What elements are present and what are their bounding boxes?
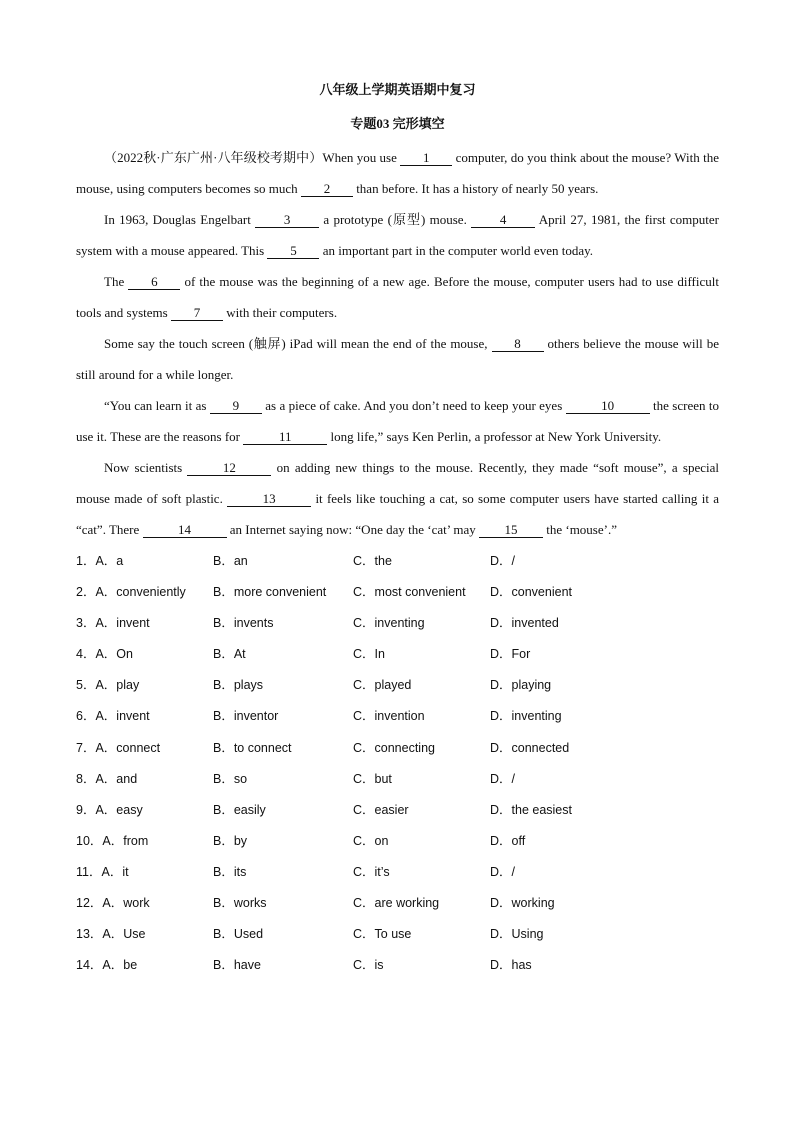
- option-b: B．more convenient: [213, 585, 327, 600]
- question-12-options: [76, 888, 719, 919]
- passage-text: April 27, 1981, the first computer system with a mouse appeared. This: [76, 212, 719, 258]
- option-c: C．but: [353, 771, 392, 786]
- option-a: 8．A．and: [76, 771, 138, 786]
- passage-text: the ‘mouse’.”: [542, 522, 617, 537]
- passage-text: computer, do you think about the mouse? With the mouse, using computers becomes so much: [76, 150, 719, 196]
- option-c: C．on: [353, 833, 389, 848]
- question-6-options: [76, 701, 719, 732]
- blank-4: 4: [471, 213, 535, 228]
- blank-9: 9: [210, 399, 262, 414]
- paragraph-2: [76, 204, 719, 266]
- question-14-options: [76, 950, 719, 981]
- option-a: 2．A．conveniently: [76, 585, 186, 600]
- option-b: B．easily: [213, 802, 266, 817]
- passage-text: long life,” says Ken Perlin, a professor at New York University.: [327, 429, 662, 444]
- option-a: 13．A．Use: [76, 927, 146, 942]
- question-2-options: [76, 577, 719, 608]
- blank-5: 5: [267, 244, 319, 259]
- option-d: D．playing: [490, 678, 552, 693]
- option-b: B．inventor: [213, 709, 279, 724]
- question-7-options: [76, 733, 719, 764]
- paragraph-3: [76, 266, 719, 328]
- paragraph-1: [76, 142, 719, 204]
- passage-text: the screen to use it. These are the reasons for: [76, 398, 719, 444]
- blank-3: 3: [255, 213, 319, 228]
- option-b: B．so: [213, 771, 248, 786]
- passage-text: Now scientists: [104, 460, 188, 475]
- option-d: D．For: [490, 647, 531, 662]
- option-a: 6．A．invent: [76, 709, 150, 724]
- option-b: B．by: [213, 833, 248, 848]
- passage-text: it feels like touching a cat, so some computer users have started calling it a “cat”. There: [76, 491, 720, 537]
- option-d: D．working: [490, 896, 555, 911]
- blank-10: 10: [566, 399, 650, 414]
- passage-text: than before. It has a history of nearly 50 years.: [352, 181, 599, 196]
- option-b: B．an: [213, 554, 248, 568]
- option-d: D．/: [490, 864, 516, 879]
- question-10-options: [76, 826, 719, 857]
- option-c: C．To use: [353, 927, 412, 942]
- option-a: 11．A．it: [76, 864, 129, 879]
- option-d: D．convenient: [490, 585, 572, 600]
- option-d: D．Using: [490, 927, 544, 942]
- option-c: C．it’s: [353, 864, 390, 879]
- option-d: D．/: [490, 771, 516, 786]
- question-5-options: [76, 670, 719, 701]
- blank-8: 8: [492, 337, 544, 352]
- page-title: 八年级上学期英语期中复习: [319, 82, 476, 97]
- passage-text: an important part in the computer world even today.: [319, 243, 594, 258]
- cloze-passage: [76, 142, 719, 545]
- blank-1: 1: [400, 151, 452, 166]
- passage-text: of the mouse was the beginning of a new age. Before the mouse, computer users had to use difficult tools and systems: [76, 274, 719, 320]
- option-d: D．off: [490, 833, 526, 848]
- blank-12: 12: [187, 461, 271, 476]
- paragraph-4: [76, 328, 719, 390]
- passage-text: When you use: [322, 150, 401, 165]
- option-a: 12．A．work: [76, 896, 150, 911]
- options-list: [76, 546, 719, 981]
- question-9-options: [76, 795, 719, 826]
- passage-text: others believe the mouse will be still around for a while longer.: [76, 336, 719, 382]
- blank-2: 2: [301, 182, 353, 197]
- option-b: B．plays: [213, 678, 264, 693]
- option-c: C．invention: [353, 709, 425, 724]
- passage-text: on adding new things to the mouse. Recently, they made “soft mouse”, a special mouse made of soft plastic.: [76, 460, 719, 506]
- option-d: D．connected: [490, 740, 570, 755]
- option-b: B．Used: [213, 927, 264, 942]
- option-b: B．to connect: [213, 740, 292, 755]
- option-c: C．is: [353, 958, 384, 973]
- option-d: D．/: [490, 554, 516, 568]
- option-b: B．its: [213, 864, 247, 879]
- passage-text: an Internet saying now: “One day the ‘cat’ may: [226, 522, 479, 537]
- question-11-options: [76, 857, 719, 888]
- option-b: B．have: [213, 958, 261, 973]
- blank-6: 6: [128, 275, 180, 290]
- option-c: C．are working: [353, 896, 440, 911]
- passage-text: In 1963, Douglas Engelbart: [104, 212, 256, 227]
- question-8-options: [76, 764, 719, 795]
- question-1-options: [76, 546, 719, 577]
- passage-text: “You can learn it as: [104, 398, 210, 413]
- option-a: 5．A．play: [76, 678, 140, 693]
- document-page: [76, 80, 719, 981]
- option-c: C．easier: [353, 802, 409, 817]
- source-note: （2022秋·广东广州·八年级校考期中）: [104, 150, 323, 165]
- option-a: 3．A．invent: [76, 616, 150, 631]
- question-3-options: [76, 608, 719, 639]
- page-subtitle: 专题03 完形填空: [350, 116, 445, 131]
- option-c: C．most convenient: [353, 585, 466, 600]
- option-c: C．played: [353, 678, 412, 693]
- passage-text: The: [104, 274, 129, 289]
- paragraph-5: [76, 390, 719, 452]
- option-d: D．has: [490, 958, 532, 973]
- option-d: D．the easiest: [490, 802, 572, 817]
- blank-7: 7: [171, 306, 223, 321]
- option-a: 1．A．a: [76, 554, 124, 568]
- passage-text: Some say the touch screen (触屏) iPad will mean the end of the mouse,: [104, 336, 492, 351]
- passage-text: with their computers.: [222, 305, 338, 320]
- option-a: 9．A．easy: [76, 802, 143, 817]
- option-b: B．invents: [213, 616, 274, 631]
- option-c: C．inventing: [353, 616, 425, 631]
- option-a: 7．A．connect: [76, 740, 161, 755]
- blank-14: 14: [143, 523, 227, 538]
- option-a: 10．A．from: [76, 833, 149, 848]
- blank-15: 15: [479, 523, 543, 538]
- question-13-options: [76, 919, 719, 950]
- option-b: B．At: [213, 647, 246, 662]
- option-d: D．inventing: [490, 709, 562, 724]
- blank-13: 13: [227, 492, 311, 507]
- option-c: C．the: [353, 554, 392, 568]
- passage-text: a prototype (原型) mouse.: [319, 212, 472, 227]
- option-d: D．invented: [490, 616, 559, 631]
- option-c: C．connecting: [353, 740, 435, 755]
- blank-11: 11: [243, 430, 327, 445]
- option-a: 14．A．be: [76, 958, 138, 973]
- option-a: 4．A．On: [76, 647, 133, 662]
- question-4-options: [76, 639, 719, 670]
- option-b: B．works: [213, 896, 267, 911]
- option-c: C．In: [353, 647, 385, 662]
- paragraph-6: [76, 452, 719, 545]
- passage-text: as a piece of cake. And you don’t need to keep your eyes: [261, 398, 566, 413]
